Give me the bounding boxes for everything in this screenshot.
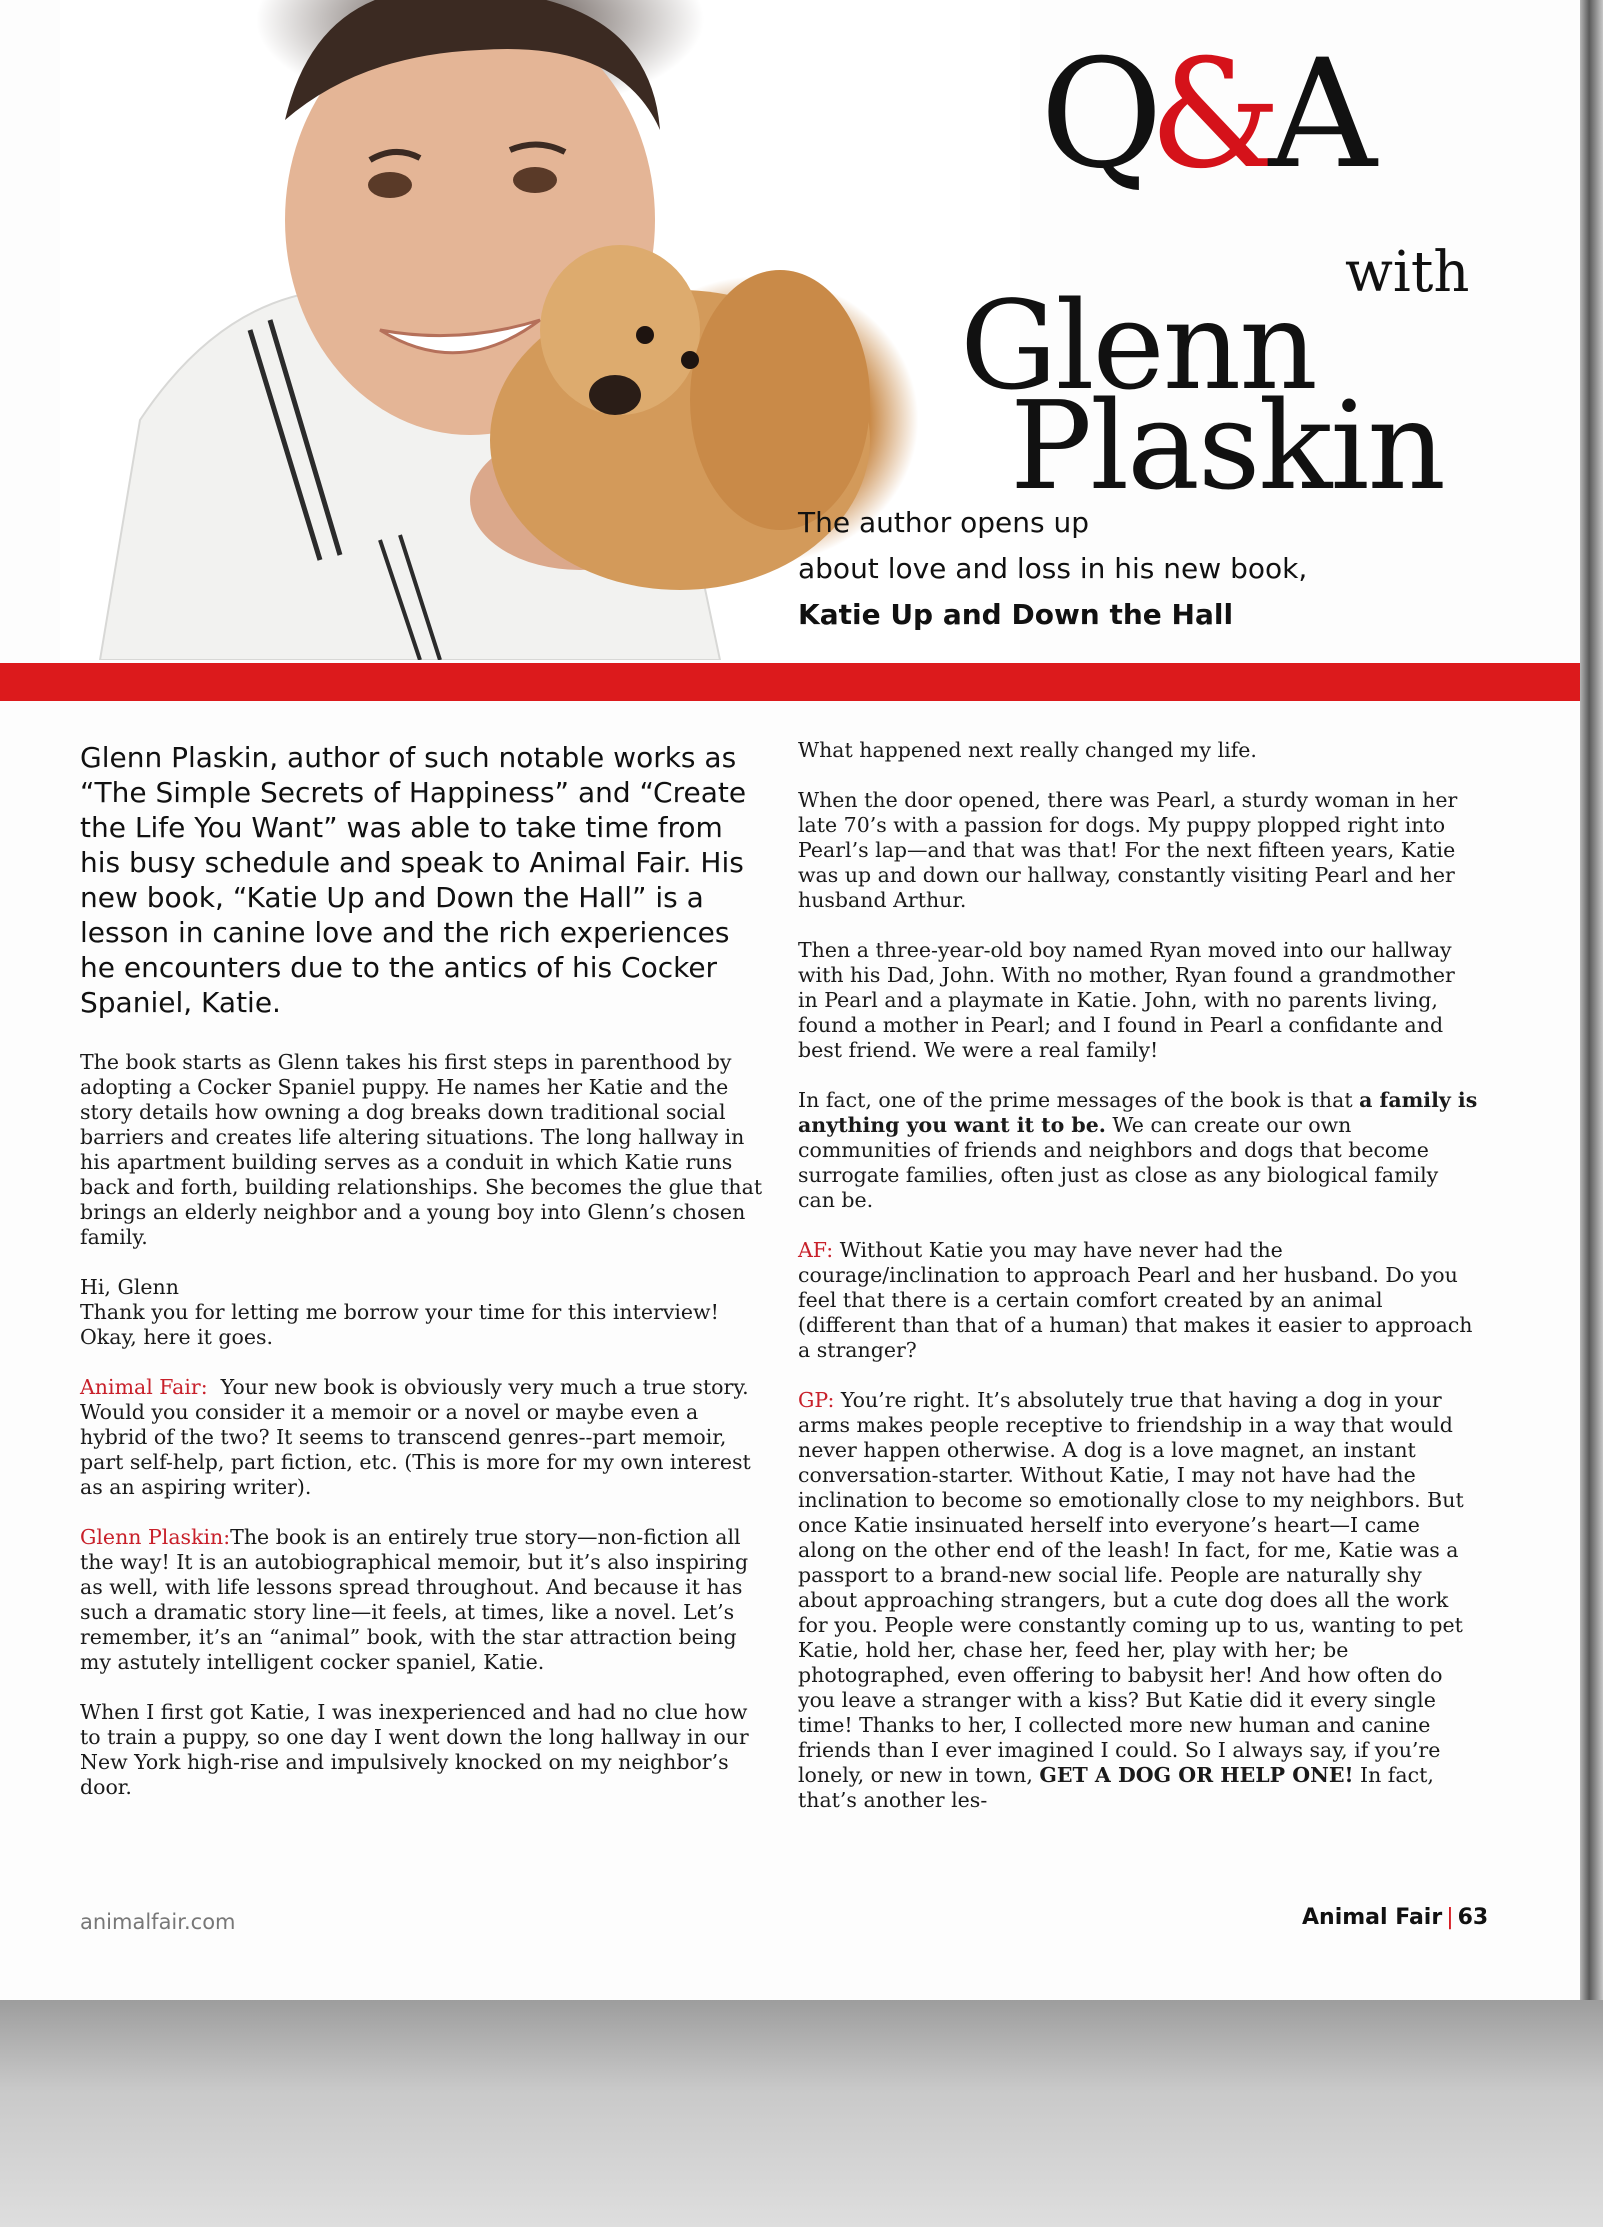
- name-last: Plaskin: [1010, 375, 1444, 517]
- subtitle: [798, 500, 1398, 638]
- body-paragraph: When I first got Katie, I was inexperienced and had no clue how to train a puppy, so one day I went down the long hallway in our New York high-rise and impulsively knocked on my neighbor’s door.: [80, 1700, 749, 1799]
- question-1: Animal Fair: Your new book is obviously very much a true story. Would you consider it a memoir or a novel or maybe even a hybrid of the two? It seems to transcend genres--part memoir, part self-help, part fiction, etc. (This is more for my own interest as an aspiring writer).: [80, 1375, 751, 1499]
- answer-1: Glenn Plaskin:The book is an entirely true story—non-fiction all the way! It is an autobiographical memoir, but it’s also inspiring as well, with life lessons spread throughout. And because it has such a dramatic story line—it feels, at times, like a novel. Let’s remember, it’s an “animal” book, with the star attraction being my astutely intelligent cocker spaniel, Katie.: [80, 1525, 749, 1674]
- page-spine-shadow: [1580, 0, 1603, 2000]
- qa-heading: Q&A: [1040, 28, 1363, 202]
- website-link[interactable]: animalfair.com: [80, 1910, 236, 1934]
- page-number: 63: [1457, 1905, 1489, 1930]
- name-first: Glenn: [960, 275, 1316, 417]
- red-divider-bar: [0, 663, 1580, 701]
- right-column: [798, 738, 1478, 1838]
- body-paragraph: When the door opened, there was Pearl, a sturdy woman in her late 70’s with a passion for dogs. My puppy plopped right into Pearl’s lap—and that was that! For the next fifteen years, Katie was up and down our hallway, constantly visiting Pearl and her husband Arthur.: [798, 788, 1458, 912]
- subtitle-book-title: Katie Up and Down the Hall: [798, 598, 1234, 631]
- answer-label: Glenn Plaskin:: [80, 1525, 231, 1549]
- page-folio: Animal Fair | 63: [1302, 1905, 1489, 1930]
- answer-2: GP: You’re right. It’s absolutely true that having a dog in your arms makes people receptive to friendship in a way that would never happen otherwise. A dog is a love magnet, an instant conversation-starter. Without Katie, I may not have had the inclination to become so emotionally close to my neighbors. But once Katie insinuated herself into everyone’s heart—I came along on the other end of the leash! In fact, for me, Katie was a passport to a brand-new social life. People are naturally shy about approaching strangers, but a cute dog does all the work for you. People were constantly coming up to us, wanting to pet Katie, hold her, chase her, feed her, play with her; be photographed, even offering to babysit her! And how often do you leave a stranger with a kiss? But Katie did it every single time! Thanks to her, I collected more new human and canine friends than I ever imagined I could. So I always say, if you’re lonely, or new in town, GET A DOG OR HELP ONE! In fact, that’s another les-: [798, 1388, 1464, 1812]
- body-paragraph: Then a three-year-old boy named Ryan moved into our hallway with his Dad, John. With no mother, Ryan found a grandmother in Pearl and a playmate in Katie. John, with no parents living, found a mother in Pearl; and I found in Pearl a confidante and best friend. We were a real family!: [798, 938, 1455, 1062]
- question-label: AF:: [798, 1238, 834, 1262]
- left-column: [80, 740, 765, 1825]
- question-label: Animal Fair:: [80, 1375, 208, 1399]
- greeting-paragraph: Hi, Glenn Thank you for letting me borrow your time for this interview! Okay, here it goes.: [80, 1275, 719, 1349]
- with-word: with: [1345, 240, 1470, 305]
- answer-label: GP:: [798, 1388, 835, 1412]
- subtitle-line-1: The author opens up: [798, 506, 1090, 539]
- body-paragraph: What happened next really changed my life.: [798, 738, 1257, 762]
- body-paragraph: In fact, one of the prime messages of the book is that a family is anything you want it to be. We can create our own communities of friends and neighbors and dogs that become surrogate families, often just as close as any biological family can be.: [798, 1088, 1478, 1212]
- subtitle-line-2: about love and loss in his new book,: [798, 552, 1308, 585]
- intro-paragraph: Glenn Plaskin, author of such notable works as “The Simple Secrets of Happiness” and “Create the Life You Want” was able to take time from his busy schedule and speak to Animal Fair. His new book, “Katie Up and Down the Hall” is a lesson in canine love and the rich experiences he encounters due to the antics of his Cocker Spaniel, Katie.: [80, 741, 747, 1019]
- body-paragraph: The book starts as Glenn takes his first steps in parenthood by adopting a Cocker Spaniel puppy. He names her Katie and the story details how owning a dog breaks down traditional social barriers and creates life altering situations. The long hallway in his apartment building serves as a conduit in which Katie runs back and forth, building relationships. She becomes the glue that brings an elderly neighbor and a young boy into Glenn’s chosen family.: [80, 1050, 763, 1249]
- question-2: AF: Without Katie you may have never had the courage/inclination to approach Pearl and her husband. Do you feel that there is a certain comfort created by an animal (different than that of a human) that makes it easier to approach a stranger?: [798, 1238, 1473, 1362]
- scanner-margin: [0, 2000, 1603, 2227]
